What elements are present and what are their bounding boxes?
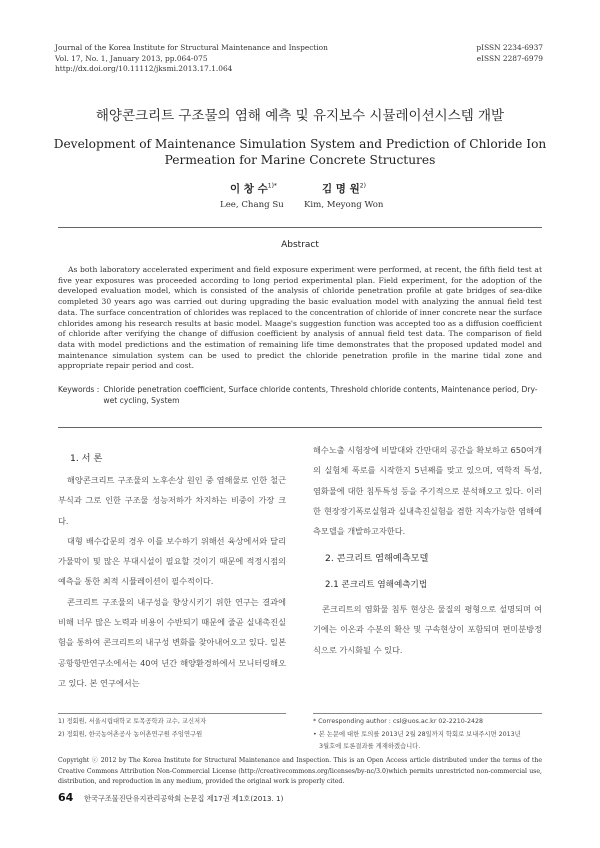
journal-name: Journal of the Korea Institute for Structural Maintenance and Inspection <box>55 43 328 52</box>
keywords-label: Keywords : <box>58 385 100 394</box>
corresponding-author: * Corresponding author : csl@uos.ac.kr 02-2210-2428 <box>313 718 484 725</box>
page-number: 64 <box>58 791 74 804</box>
right-column-body-2 <box>313 599 542 660</box>
subsection-2-1-title: 2.1 콘크리트 염해예측기법 <box>325 580 428 590</box>
copyright-notice: Copyright ⓒ 2012 by The Korea Institute for Structural Maintenance and Inspection. This is an Open Access article distributed under the terms of the Creative Commons Attribution Non-Commercial License (http://creativecommons.org/licenses/by-nc/3.0)which permits unrestricted non-commercial use, distribution, and reproduction in any medium, provided the original work is properly cited. <box>58 757 542 785</box>
title-english: Development of Maintenance Simulation System and Prediction of Chloride Ion Permeation for Marine Concrete Structures <box>53 137 547 167</box>
abstract-bottom-rule <box>58 427 542 428</box>
keywords <box>58 385 542 406</box>
volume-info: Vol. 17, No. 1, January 2013, pp.064-075 <box>55 53 208 63</box>
paragraph: 해수노출 시험장에 비말대와 간만대의 공간을 확보하고 650여개의 실험체 폭로를 시작한지 5년째를 맞고 있으며, 역학적 특성, 염화물에 대한 침투특성 등을 주기적으로 분석해오고 있다. 이러한 현장장기폭로실험과 실내촉진실험을 겸한 지속가능한 염해예측모델을 개발하고자한다. <box>313 445 542 537</box>
eissn: eISSN 2287-6979 <box>476 53 543 63</box>
issn-block <box>476 43 543 64</box>
abstract-heading: Abstract <box>281 240 319 250</box>
author-1-ko: 이 창 수$^{1)*}$ <box>230 182 277 195</box>
right-footnotes <box>313 716 542 754</box>
paragraph: 콘크리트 구조물의 내구성을 향상시키기 위한 연구는 결과에 비해 너무 많은 노력과 비용이 수반되기 때문에 줄곧 실내촉진실험을 통하여 콘크리트의 내구성 변화를 찾아내어오고 있다. 일본 공항항만연구소에서는 40여 년간 해양환경하에서 모니터링해오고 있다. 본 연구에서는 <box>58 596 286 688</box>
pissn: pISSN 2234-6937 <box>476 43 543 52</box>
footnote: 1) 정회원, 서울시립대학교 토목공학과 교수, 교신저자 <box>58 718 207 725</box>
paragraph: 콘크리트의 염화물 침투 현상은 물질의 평형으로 설명되며 여기에는 이온과 수분의 확산 및 구속현상이 포함되며 편미분방정식으로 가시화될 수 있다. <box>313 604 542 655</box>
section-1-title: 1. 서 론 <box>70 453 103 464</box>
paragraph: 대형 배수갑문의 경우 이를 보수하기 위해선 육상에서와 달리 가물막이 및 많은 부대시설이 필요할 것이기 때문에 적정시점의 예측을 통한 최적 시뮬레이션이 필수적이다. <box>58 535 286 587</box>
footnote: 2) 정회원, 한국농어촌공사 농어촌연구원 주임연구원 <box>58 730 203 738</box>
journal-header <box>55 43 328 75</box>
section-2-title: 2. 콘크리트 염해예측모델 <box>325 553 429 564</box>
left-column-body <box>58 470 286 693</box>
left-footnote-rule <box>58 713 286 714</box>
abstract-text: As both laboratory accelerated experiment and field exposure experiment were performed, at recent, the fifth field test at five year exposures was proceeded according to long period experimental plan. Field experiment, for the adoption of the developed evaluation model, which is consisted of the analysis of chloride penetration profile at gate bridges of sea-dike completed 30 years ago was carried out during upgrading the basic evaluation model with analyzing the annual field test data. The surface concentration of chlorides was replaced to the concentration of chloride of inner concrete near the surface chlorides among his research results at basic model. Maage's suggestion function was accepted too as a diffusion coefficient of chloride after verifying the change of diffusion coefficient by analysis of annual field test data. The comparison of field data with model predictions and the estimation of remaining life time demonstrates that the proposed updated model and maintenance simulation system can be used to predict the chloride penetration profile in the marine tidal zone and appropriate repair period and cost. <box>58 265 542 371</box>
title-korean: 해양콘크리트 구조물의 염해 예측 및 유지보수 시뮬레이션시스템 개발 <box>95 108 505 124</box>
abstract-top-rule <box>58 227 542 228</box>
journal-footer: 한국구조물진단유지관리공학회 논문집 제17권 제1호(2013. 1) <box>84 794 284 803</box>
right-footnote-rule <box>313 713 542 714</box>
keywords-text: Chloride penetration coefficient, Surface chloride contents, Threshold chloride contents, Maintenance period, Dry-wet cycling, System <box>103 385 538 405</box>
author-2-en: Kim, Meyong Won <box>304 200 384 210</box>
paragraph: 해양콘크리트 구조물의 노후손상 원인 중 염해물로 인한 철근 부식과 그로 인한 구조물 성능저하가 차지하는 비중이 가장 크다. <box>58 475 286 526</box>
right-column-body <box>313 440 542 541</box>
footnote: 3월호에 토론결과를 게재하겠습니다. <box>319 743 421 750</box>
author-2-ko: 김 명 원$^{2)}$ <box>322 182 366 195</box>
left-footnotes <box>58 716 286 741</box>
doi-link[interactable]: http://dx.doi.org/10.11112/jksmi.2013.17.1.064 <box>55 64 233 73</box>
footnote: • 본 논문에 대한 토의를 2013년 2월 28일까지 학회로 보내주시면 2013년 <box>313 730 521 738</box>
author-1-en: Lee, Chang Su <box>220 200 284 210</box>
